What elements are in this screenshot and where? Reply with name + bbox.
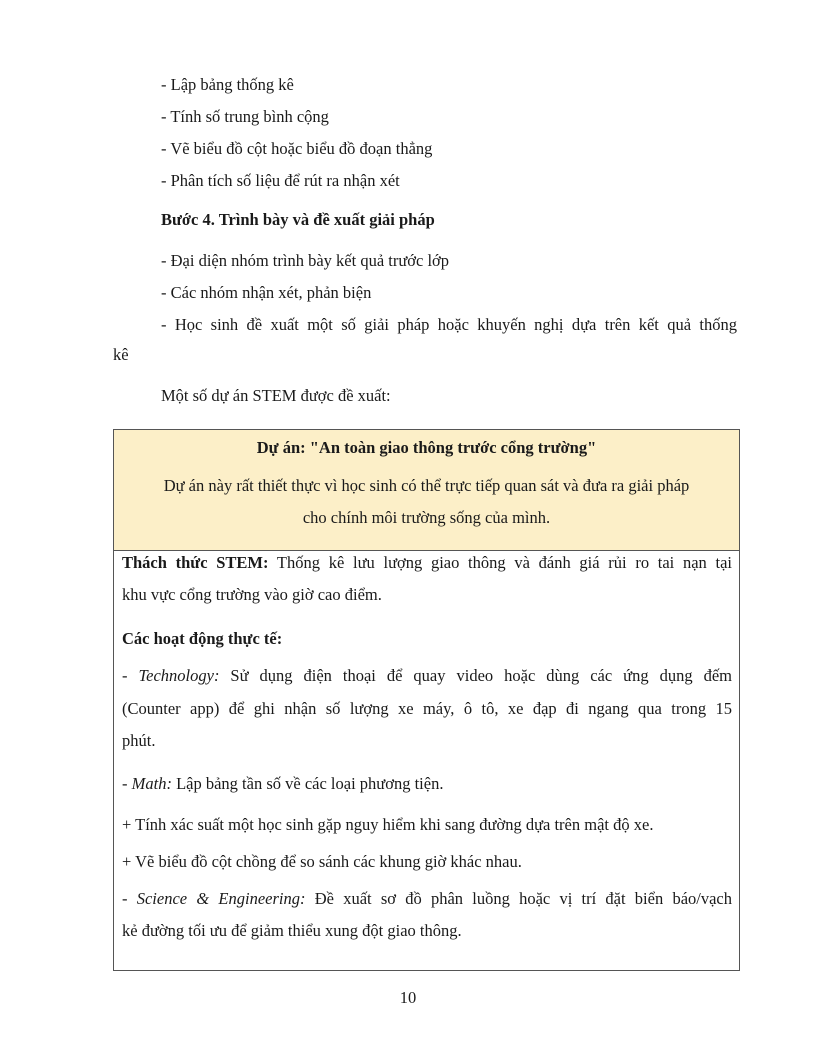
project-title: Dự án: "An toàn giao thông trước cổng trường": [256, 438, 597, 457]
science-label: Science & Engineering:: [136, 889, 306, 908]
project-description: Dự án này rất thiết thực vì học sinh có thể trực tiếp quan sát và đưa ra giải pháp: [163, 476, 690, 495]
technology-text: Sử dụng điện thoại để quay video hoặc dùng các ứng dụng đếm: [219, 666, 732, 685]
projects-intro: Một số dự án STEM được đề xuất:: [161, 386, 391, 405]
list-item: - Học sinh đề xuất một số giải pháp hoặc khuyến nghị dựa trên kết quả thống: [161, 315, 737, 334]
technology-item: (Counter app) để ghi nhận số lượng xe máy, ô tô, xe đạp đi ngang qua trong 15: [122, 699, 732, 718]
technology-item: phút.: [122, 731, 156, 750]
science-item: [122, 888, 732, 910]
science-item: kẻ đường tối ưu để giảm thiểu xung đột giao thông.: [122, 921, 462, 940]
bullet: -: [122, 774, 132, 793]
list-item: - Vẽ biểu đồ cột hoặc biểu đồ đoạn thẳng: [161, 139, 433, 158]
technology-item: [122, 665, 732, 687]
project-description: cho chính môi trường sống của mình.: [302, 508, 551, 527]
challenge-text: Thống kê lưu lượng giao thông và đánh giá rủi ro tai nạn tại: [268, 553, 733, 572]
challenge-paragraph: [122, 552, 732, 574]
activities-heading: Các hoạt động thực tế:: [122, 629, 283, 648]
math-item: [122, 773, 732, 795]
list-item: - Tính số trung bình cộng: [161, 107, 329, 126]
math-label: Math:: [131, 774, 172, 793]
math-subitem: + Tính xác suất một học sinh gặp nguy hiểm khi sang đường dựa trên mật độ xe.: [122, 815, 654, 834]
list-item: - Phân tích số liệu để rút ra nhận xét: [161, 171, 400, 190]
math-subitem: + Vẽ biểu đồ cột chồng để so sánh các khung giờ khác nhau.: [122, 852, 522, 871]
step4-heading: Bước 4. Trình bày và đề xuất giải pháp: [161, 210, 435, 229]
technology-label: Technology:: [138, 666, 220, 685]
list-item-continuation: kê: [113, 345, 129, 364]
challenge-paragraph: khu vực cổng trường vào giờ cao điểm.: [122, 585, 382, 604]
challenge-label: Thách thức STEM:: [122, 553, 269, 572]
bullet: -: [122, 889, 137, 908]
science-text: Đề xuất sơ đồ phân luồng hoặc vị trí đặt biển báo/vạch: [305, 889, 732, 908]
page-number: 10: [399, 988, 417, 1007]
list-item: - Lập bảng thống kê: [161, 75, 294, 94]
project-header: [114, 430, 739, 551]
bullet: -: [122, 666, 139, 685]
list-item: - Đại diện nhóm trình bày kết quả trước lớp: [161, 251, 450, 270]
math-text: Lập bảng tần số về các loại phương tiện.: [171, 774, 444, 793]
project-box: [113, 429, 740, 971]
list-item: - Các nhóm nhận xét, phản biện: [161, 283, 372, 302]
